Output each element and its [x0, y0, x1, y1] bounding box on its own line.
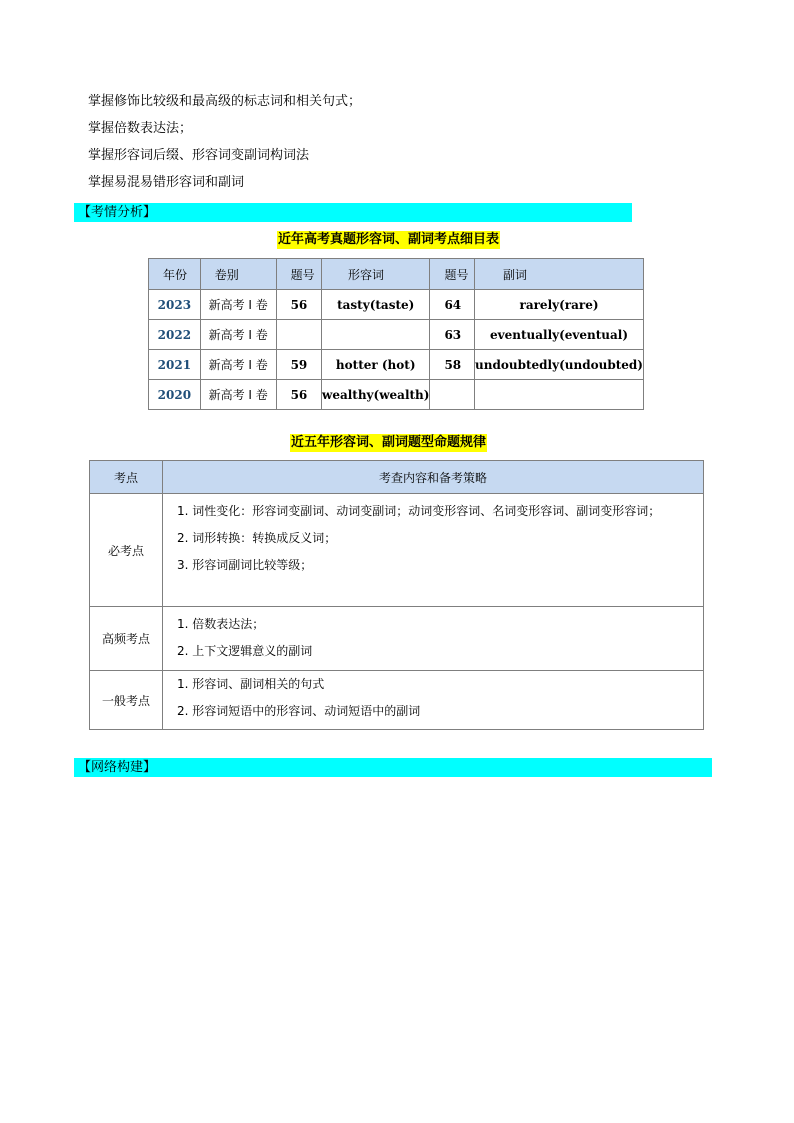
content-cell	[163, 607, 704, 671]
adv-cell	[475, 380, 644, 410]
year-cell: 2022	[149, 320, 201, 350]
intro-line: 掌握易混易错形容词和副词	[88, 175, 245, 190]
table-row	[90, 494, 704, 607]
paper-cell: 新高考 I 卷	[200, 350, 276, 380]
content-item: 3. 形容词副词比较等级；	[177, 558, 313, 572]
col-header-paper: 卷别	[200, 259, 276, 290]
section-header-network: 【网络构建】	[74, 758, 712, 777]
adv-num-cell	[430, 380, 475, 410]
section-header-analysis: 【考情分析】	[74, 203, 632, 222]
table-row	[149, 350, 644, 380]
intro-line: 掌握修饰比较级和最高级的标志词和相关句式；	[88, 94, 362, 109]
content-item: 2. 词形转换：转换成反义词；	[177, 531, 337, 545]
table-header-row	[90, 461, 704, 494]
adj-num-cell: 59	[276, 350, 321, 380]
row-label: 高频考点	[90, 607, 163, 671]
adj-num-cell	[276, 320, 321, 350]
row-label: 一般考点	[90, 671, 163, 730]
table-header-row	[149, 259, 644, 290]
year-cell: 2021	[149, 350, 201, 380]
content-item: 1. 形容词、副词相关的句式	[177, 677, 325, 691]
question-patterns-table	[89, 460, 704, 730]
table-row	[149, 320, 644, 350]
adv-num-cell: 58	[430, 350, 475, 380]
intro-line: 掌握形容词后缀、形容词变副词构词法	[88, 148, 310, 163]
col-header-year: 年份	[149, 259, 201, 290]
paper-cell: 新高考 I 卷	[200, 320, 276, 350]
adj-cell: wealthy(wealth)	[321, 380, 429, 410]
table2-caption: 近五年形容词、副词题型命题规律	[291, 435, 487, 450]
content-item: 1. 词性变化：形容词变副词、动词变副词；动词变形容词、名词变形容词、副词变形容词；	[177, 504, 661, 518]
content-cell	[163, 671, 704, 730]
adj-num-cell: 56	[276, 290, 321, 320]
adv-num-cell: 63	[430, 320, 475, 350]
adj-cell	[321, 320, 429, 350]
adj-num-cell: 56	[276, 380, 321, 410]
table1-caption: 近年高考真题形容词、副词考点细目表	[278, 232, 500, 247]
content-item: 1. 倍数表达法；	[177, 617, 265, 631]
col-header-content: 考查内容和备考策略	[163, 461, 704, 494]
table-row	[90, 671, 704, 730]
col-header-point: 考点	[90, 461, 163, 494]
content-item: 2. 形容词短语中的形容词、动词短语中的副词	[177, 704, 421, 718]
table-row	[149, 290, 644, 320]
paper-cell: 新高考 I 卷	[200, 380, 276, 410]
table-row	[90, 607, 704, 671]
col-header-adv-num: 题号	[430, 259, 475, 290]
adv-num-cell: 64	[430, 290, 475, 320]
adv-cell: eventually(eventual)	[475, 320, 644, 350]
year-cell: 2020	[149, 380, 201, 410]
adv-cell: rarely(rare)	[475, 290, 644, 320]
row-label: 必考点	[90, 494, 163, 607]
adv-cell: undoubtedly(undoubted)	[475, 350, 644, 380]
content-cell	[163, 494, 704, 607]
adj-cell: hotter (hot)	[321, 350, 429, 380]
year-cell: 2023	[149, 290, 201, 320]
content-item: 2. 上下文逻辑意义的副词	[177, 644, 313, 658]
paper-cell: 新高考 I 卷	[200, 290, 276, 320]
intro-line: 掌握倍数表达法；	[88, 121, 193, 136]
exam-points-table	[148, 258, 644, 410]
adj-cell: tasty(taste)	[321, 290, 429, 320]
col-header-adj-num: 题号	[276, 259, 321, 290]
intro-list	[88, 92, 361, 200]
col-header-adj: 形容词	[321, 259, 429, 290]
col-header-adv: 副词	[475, 259, 644, 290]
table-row	[149, 380, 644, 410]
